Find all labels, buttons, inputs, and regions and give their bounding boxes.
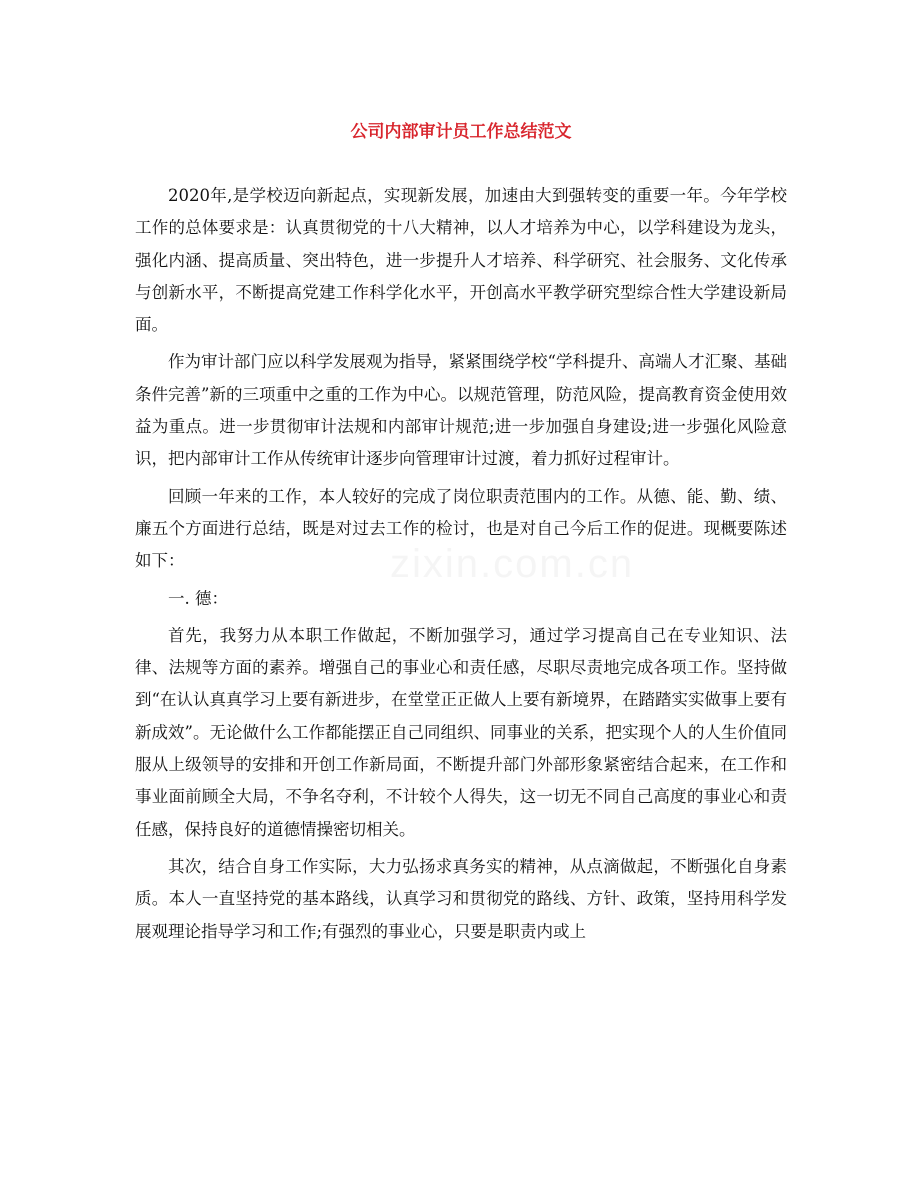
paragraph-intro: 2020年,是学校迈向新起点，实现新发展，加速由大到强转变的重要一年。今年学校工作的总体要求是：认真贯彻党的十八大精神，以人才培养为中心，以学科建设为龙头，强化内涵、提高质量、突出特色，进一步提升人才培养、科学研究、社会服务、文化传承与创新水平，不断提高党建工作科学化水平，开创高水平教学研究型综合性大学建设新局面。: [135, 186, 787, 335]
section-heading-virtue: 一. 德：: [168, 588, 228, 608]
paragraph-first: 首先，我努力从本职工作做起，不断加强学习，通过学习提高自己在专业知识、法律、法规等方面的素养。增强自己的事业心和责任感，尽职尽责地完成各项工作。坚持做到“在认认真真学习上要有新进步，在堂堂正正做人上要有新境界，在踏踏实实做事上要有新成效”。无论做什么工作都能摆正自己同组织、同事业的关系，把实现个人的人生价值同服从上级领导的安排和开创工作新局面，不断提升部门外部形象紧密结合起来，在工作和事业面前顾全大局，不争名夺利，不计较个人得失，这一切无不同自己高度的事业心和责任感，保持良好的道德情操密切相关。: [135, 625, 787, 839]
paragraph-audit-role: 作为审计部门应以科学发展观为指导，紧紧围绕学校“学科提升、高端人才汇聚、基础条件完善”新的三项重中之重的工作为中心。以规范管理，防范风险，提高教育资金使用效益为重点。进一步贯彻审计法规和内部审计规范;进一步加强自身建设;进一步强化风险意识，把内部审计工作从传统审计逐步向管理审计过渡，着力抓好过程审计。: [135, 352, 787, 469]
watermark: zixin.com.cn: [390, 542, 635, 586]
paragraph-review: 回顾一年来的工作，本人较好的完成了岗位职责范围内的工作。从德、能、勤、绩、廉五个方面进行总结，既是对过去工作的检讨，也是对自己今后工作的促进。现概要陈述如下：: [135, 486, 787, 571]
paragraph-second: 其次，结合自身工作实际，大力弘扬求真务实的精神，从点滴做起，不断强化自身素质。本人一直坚持党的基本路线，认真学习和贯彻党的路线、方针、政策，坚持用科学发展观理论指导学习和工作;有强烈的事业心，只要是职责内或上: [135, 856, 787, 941]
document-title: 公司内部审计员工作总结范文: [350, 122, 572, 142]
